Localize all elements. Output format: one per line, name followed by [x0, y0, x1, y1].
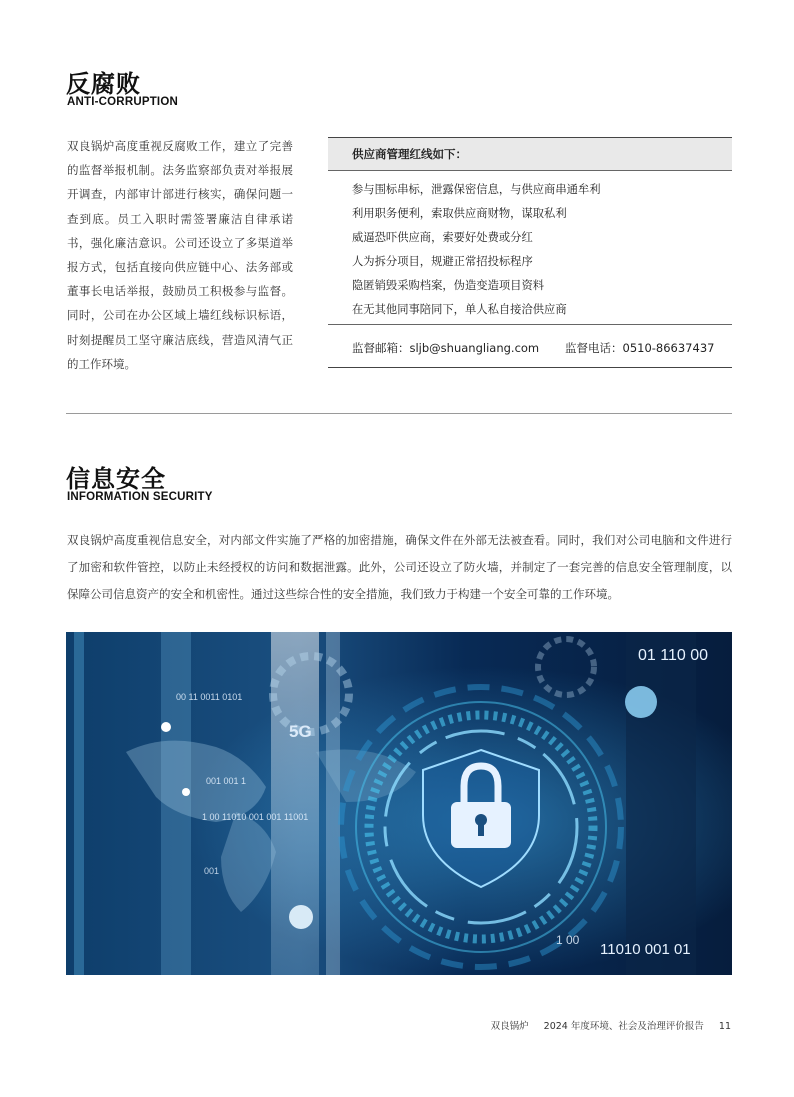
redline-item: 人为拆分项目，规避正常招投标程序: [352, 255, 533, 268]
supervision-phone[interactable]: 监督电话：0510-86637437: [565, 341, 715, 355]
section-title-info-security: 信息安全: [66, 465, 166, 493]
badge-5g: 5G: [289, 722, 312, 741]
footer-company: 双良锅炉: [490, 1021, 529, 1032]
redline-item: 在无其他同事陪同下，单人私自接洽供应商: [352, 303, 567, 316]
redline-item: 参与围标串标，泄露保密信息，与供应商串通牟利: [352, 183, 601, 196]
section-divider: [66, 413, 732, 414]
info-security-paragraph: 双良锅炉高度重视信息安全，对内部文件实施了严格的加密措施，确保文件在外部无法被查看。同时，我们对公司电脑和文件进行了加密和软件管控，以防止未经授权的访问和数据泄露。此外，公司还设立了防火墙，并制定了一套完善的信息安全管理制度，以保障公司信息资产的安全和机密性。通过这些综合性的安全措施，我们致力于构建一个安全可靠的工作环境。: [67, 533, 732, 601]
section-subtitle-anti-corruption: ANTI-CORRUPTION: [67, 96, 178, 108]
binary-text: 00 11 0011 0101: [176, 692, 243, 702]
footer-report-title: 2024 年度环境、社会及治理评价报告: [543, 1021, 704, 1032]
footer-page-number: 11: [718, 1021, 731, 1032]
redline-heading: 供应商管理红线如下：: [328, 138, 732, 171]
binary-text: 1 00: [556, 933, 580, 947]
redline-item: 威逼恐吓供应商，索要好处费或分红: [352, 231, 533, 244]
supervision-email[interactable]: 监督邮箱：sljb@shuangliang.com: [352, 341, 540, 355]
binary-text: 01 110 00: [638, 647, 708, 664]
supervision-contact-row: [328, 324, 732, 368]
binary-text: 001: [204, 866, 220, 876]
anti-corruption-paragraph: 双良锅炉高度重视反腐败工作，建立了完善的监督举报机制。法务监察部负责对举报展开调查，内部审计部进行核实，确保问题一查到底。员工入职时需签署廉洁自律承诺书，强化廉洁意识。公司还设立了多渠道举报方式，包括直接向供应链中心、法务部或董事长电话举报，鼓励员工积极参与监督。同时，公司在办公区域上墙红线标识标语，时刻提醒员工坚守廉洁底线，营造风清气正的工作环境。: [67, 139, 293, 371]
binary-text: 11010 001 01: [600, 941, 691, 958]
binary-text: 1 00 11010 001 001 11001: [202, 812, 309, 822]
page-footer: [479, 1018, 731, 1032]
binary-text: 001 001 1: [206, 776, 247, 786]
section-subtitle-info-security: INFORMATION SECURITY: [67, 491, 213, 503]
redline-item: 利用职务便利，索取供应商财物，谋取私利: [352, 207, 567, 220]
cyber-security-image: [66, 632, 732, 975]
redline-item: 隐匿销毁采购档案，伪造变造项目资料: [352, 279, 545, 292]
section-title-anti-corruption: 反腐败: [66, 70, 141, 98]
redline-list: [328, 171, 732, 322]
supplier-redline-panel: [328, 137, 732, 368]
